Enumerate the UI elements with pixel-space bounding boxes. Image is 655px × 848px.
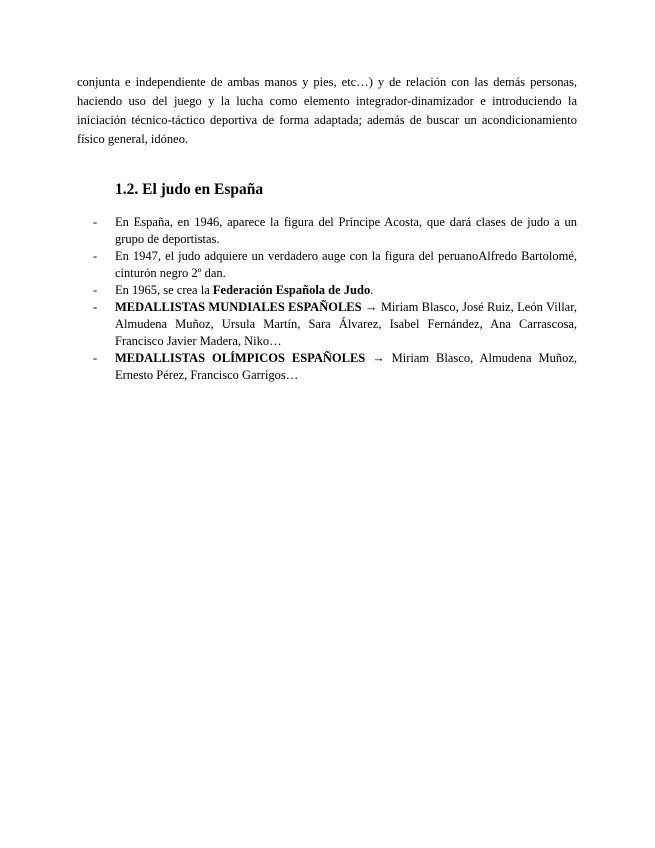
list-item bbox=[93, 282, 577, 299]
intro-paragraph: conjunta e independiente de ambas manos y pies, etc…) y de relación con las demás personas, haciendo uso del juego y la lucha como elemento integrador-dinamizador e introduciendo la iniciación técnico-táctico deportiva de forma adaptada; además de buscar un acondicionamiento físico general, idóneo. bbox=[77, 75, 577, 146]
world-medalists-label: MEDALLISTAS MUNDIALES ESPAÑOLES bbox=[115, 300, 362, 314]
bullet-list bbox=[93, 214, 577, 384]
bullet-dash: - bbox=[93, 249, 98, 263]
bullet-dash: - bbox=[93, 300, 98, 314]
list-item-text: En 1947, el judo adquiere un verdadero auge con la figura del peruanoAlfredo Bartolomé, cinturón negro 2º dan. bbox=[115, 249, 577, 280]
olympic-medalists-label: MEDALLISTAS OLÍMPICOS ESPAÑOLES bbox=[115, 351, 366, 365]
bullet-dash: - bbox=[93, 215, 98, 229]
federation-name: Federación Española de Judo bbox=[212, 283, 371, 297]
bullet-dash: - bbox=[93, 283, 98, 297]
list-item-text: En España, en 1946, aparece la figura del Príncipe Acosta, que dará clases de judo a un grupo de deportistas. bbox=[115, 215, 577, 246]
bullet-dash: - bbox=[93, 351, 98, 365]
world-medalists-names: → Miriam Blasco, José Ruiz, León Villar, Almudena Muñoz, Ursula Martín, Sara Álvarez, Isabel Fernández, Ana Carrascosa, Francisco Javier Madera, Niko… bbox=[115, 300, 577, 348]
list-item bbox=[93, 248, 577, 282]
list-item bbox=[93, 214, 577, 248]
section-heading: 1.2. El judo en España bbox=[115, 181, 264, 198]
list-item bbox=[93, 299, 577, 350]
list-item bbox=[93, 350, 577, 384]
olympic-medalists-names: → Miriam Blasco, Almudena Muñoz, Ernesto Pérez, Francisco Garrigos… bbox=[115, 351, 577, 382]
list-item-suffix: . bbox=[370, 283, 374, 297]
list-item-prefix: En 1965, se crea la bbox=[115, 283, 213, 297]
